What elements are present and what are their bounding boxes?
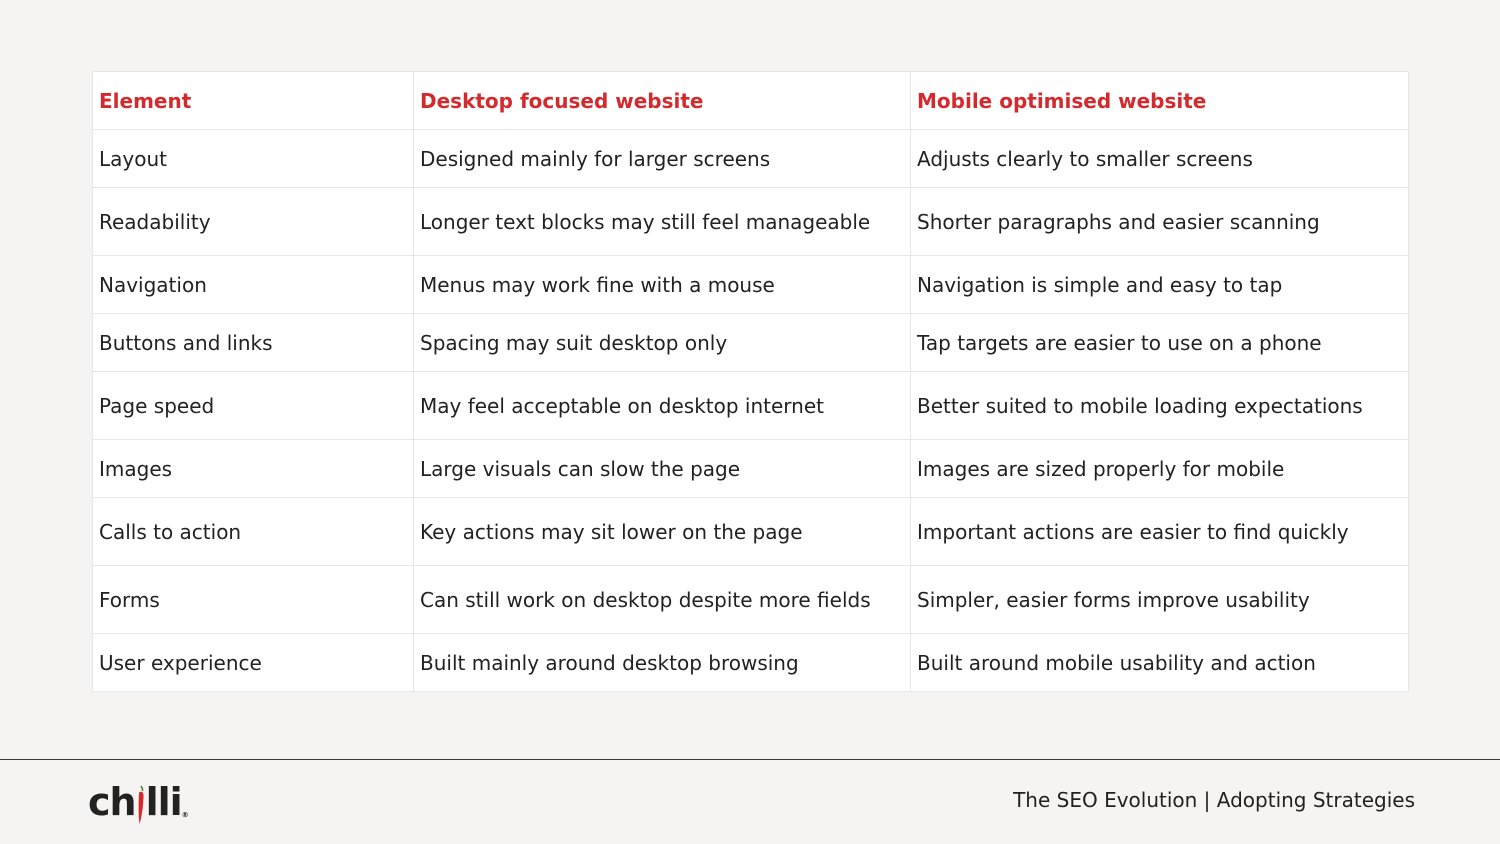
header-mobile: Mobile optimised website <box>911 72 1409 130</box>
cell-desktop: Key actions may sit lower on the page <box>414 498 911 566</box>
table-row <box>93 130 1409 188</box>
cell-element: Images <box>93 440 414 498</box>
cell-element: Page speed <box>93 372 414 440</box>
cell-desktop: Can still work on desktop despite more fields <box>414 566 911 634</box>
table-row <box>93 188 1409 256</box>
cell-desktop: Menus may work fine with a mouse <box>414 256 911 314</box>
comparison-table-container <box>92 71 1408 692</box>
cell-element: Forms <box>93 566 414 634</box>
table-row <box>93 634 1409 692</box>
cell-element: Navigation <box>93 256 414 314</box>
cell-mobile: Adjusts clearly to smaller screens <box>911 130 1409 188</box>
chilli-pepper-icon <box>137 785 145 825</box>
table-row <box>93 566 1409 634</box>
table-row <box>93 498 1409 566</box>
cell-mobile: Navigation is simple and easy to tap <box>911 256 1409 314</box>
cell-desktop: May feel acceptable on desktop internet <box>414 372 911 440</box>
cell-mobile: Shorter paragraphs and easier scanning <box>911 188 1409 256</box>
table-header-row <box>93 72 1409 130</box>
cell-desktop: Longer text blocks may still feel manageable <box>414 188 911 256</box>
header-element: Element <box>93 72 414 130</box>
cell-element: Calls to action <box>93 498 414 566</box>
header-desktop: Desktop focused website <box>414 72 911 130</box>
cell-element: Buttons and links <box>93 314 414 372</box>
logo-text-end: lli <box>145 779 182 824</box>
logo-text-start: ch <box>88 779 136 824</box>
cell-mobile: Better suited to mobile loading expectations <box>911 372 1409 440</box>
table-row <box>93 372 1409 440</box>
cell-mobile: Images are sized properly for mobile <box>911 440 1409 498</box>
cell-element: Layout <box>93 130 414 188</box>
cell-element: Readability <box>93 188 414 256</box>
registered-mark: ® <box>181 810 188 819</box>
cell-mobile: Built around mobile usability and action <box>911 634 1409 692</box>
comparison-table <box>92 71 1409 692</box>
cell-desktop: Spacing may suit desktop only <box>414 314 911 372</box>
cell-mobile: Simpler, easier forms improve usability <box>911 566 1409 634</box>
footer-divider <box>0 759 1500 760</box>
table-row <box>93 314 1409 372</box>
table-row <box>93 256 1409 314</box>
cell-mobile: Tap targets are easier to use on a phone <box>911 314 1409 372</box>
logo-wordmark <box>88 780 188 825</box>
cell-element: User experience <box>93 634 414 692</box>
footer-caption: The SEO Evolution | Adopting Strategies <box>1013 788 1415 812</box>
cell-mobile: Important actions are easier to find quickly <box>911 498 1409 566</box>
table-row <box>93 440 1409 498</box>
chilli-logo <box>88 776 208 828</box>
cell-desktop: Built mainly around desktop browsing <box>414 634 911 692</box>
cell-desktop: Large visuals can slow the page <box>414 440 911 498</box>
cell-desktop: Designed mainly for larger screens <box>414 130 911 188</box>
